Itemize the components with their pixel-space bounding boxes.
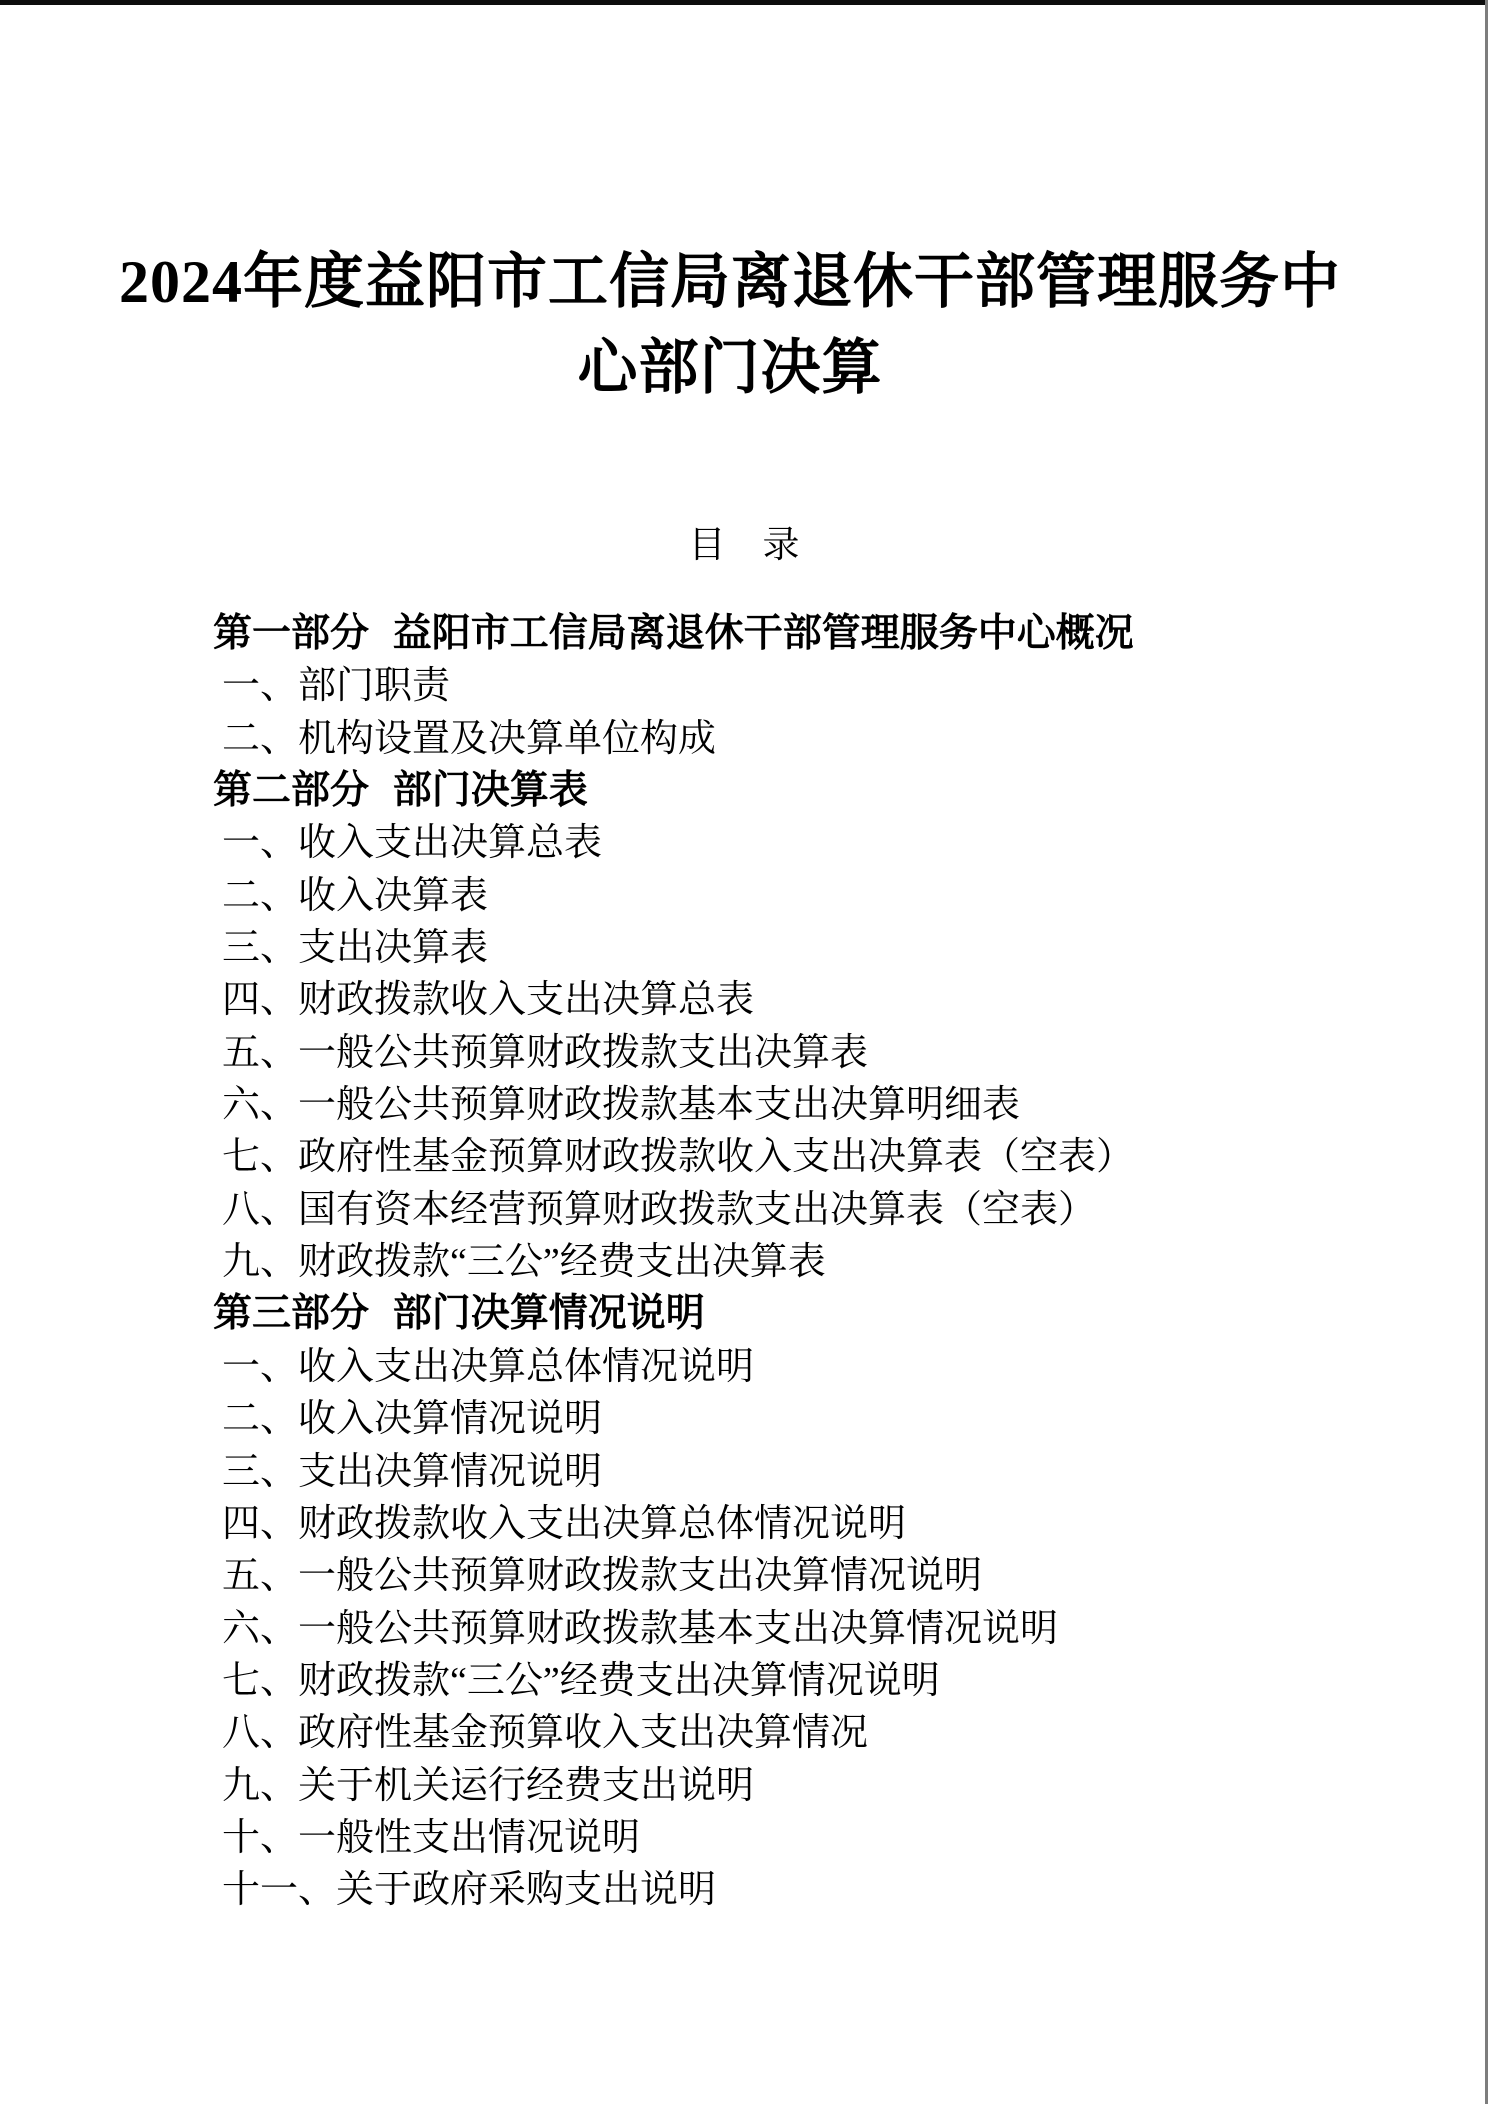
toc-item: 一、收入支出决算总体情况说明 bbox=[222, 1345, 755, 1388]
toc-item: 四、财政拨款收入支出决算总体情况说明 bbox=[222, 1502, 907, 1545]
toc-item: 五、一般公共预算财政拨款支出决算情况说明 bbox=[222, 1555, 983, 1598]
toc-item: 六、一般公共预算财政拨款基本支出决算情况说明 bbox=[222, 1607, 1059, 1650]
toc-item: 一、收入支出决算总表 bbox=[222, 822, 603, 865]
document-title bbox=[112, 239, 1348, 411]
toc-item: 二、收入决算情况说明 bbox=[222, 1398, 603, 1441]
toc-item: 八、政府性基金预算收入支出决算情况 bbox=[222, 1712, 869, 1755]
toc-item: 九、财政拨款“三公”经费支出决算表 bbox=[222, 1241, 826, 1284]
toc-item: 一、部门职责 bbox=[222, 665, 451, 708]
toc-list bbox=[0, 608, 1488, 1917]
toc-item: 三、支出决算情况说明 bbox=[222, 1450, 603, 1493]
toc-heading: 目 录 bbox=[688, 525, 800, 566]
toc-item: 九、关于机关运行经费支出说明 bbox=[222, 1764, 755, 1807]
document-title-line-2: 心部门决算 bbox=[577, 335, 883, 401]
toc-item: 二、机构设置及决算单位构成 bbox=[222, 717, 717, 760]
document-title-line-1: 2024年度益阳市工信局离退休干部管理服务中 bbox=[119, 249, 1341, 315]
toc-item: 四、财政拨款收入支出决算总表 bbox=[222, 979, 755, 1022]
toc-section: 第三部分 部门决算情况说明 bbox=[213, 1292, 705, 1336]
toc-item: 七、财政拨款“三公”经费支出决算情况说明 bbox=[222, 1659, 940, 1702]
toc-item: 二、收入决算表 bbox=[222, 874, 489, 917]
toc-item: 三、支出决算表 bbox=[222, 927, 489, 970]
toc-section: 第二部分 部门决算表 bbox=[213, 769, 588, 813]
top-black-bar bbox=[0, 0, 1488, 5]
toc-item: 六、一般公共预算财政拨款基本支出决算明细表 bbox=[222, 1084, 1021, 1127]
toc-item: 五、一般公共预算财政拨款支出决算表 bbox=[222, 1031, 869, 1074]
toc-section: 第一部分 益阳市工信局离退休干部管理服务中心概况 bbox=[213, 612, 1134, 655]
toc-item: 七、政府性基金预算财政拨款收入支出决算表（空表） bbox=[222, 1136, 1135, 1179]
toc-item: 八、国有资本经营预算财政拨款支出决算表（空表） bbox=[222, 1188, 1097, 1231]
toc-item: 十、一般性支出情况说明 bbox=[222, 1816, 641, 1859]
toc-item: 十一、关于政府采购支出说明 bbox=[222, 1869, 717, 1912]
